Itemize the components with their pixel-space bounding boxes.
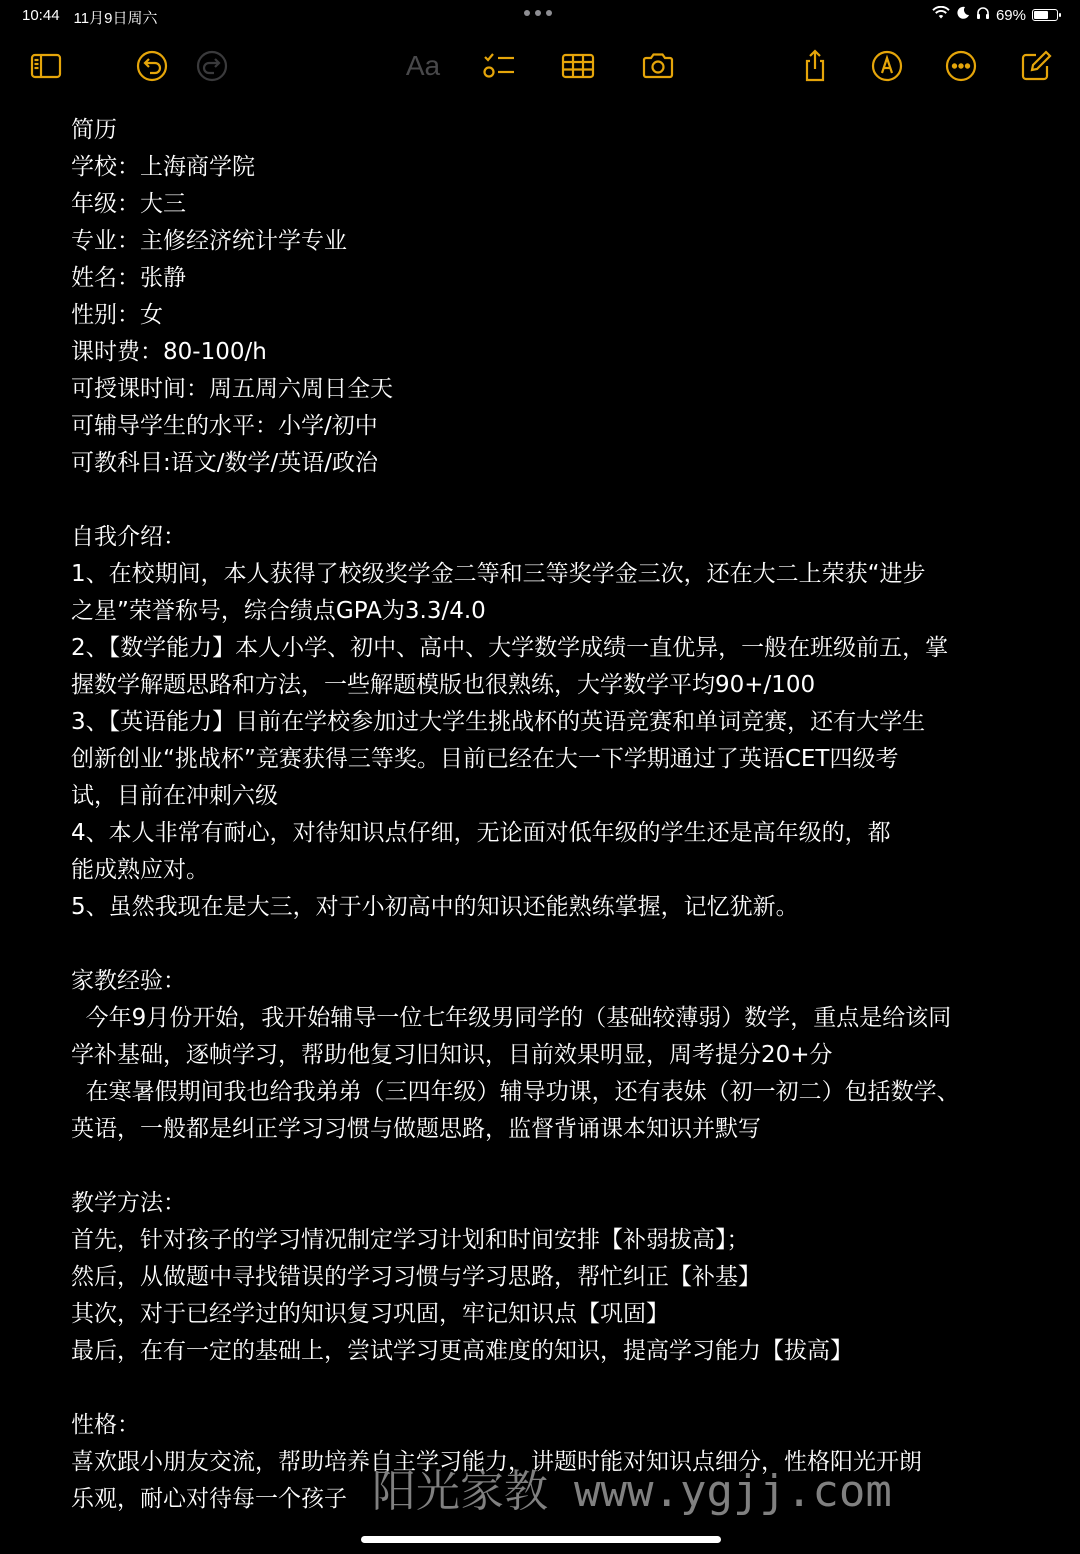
note-line: 喜欢跟小朋友交流，帮助培养自主学习能力，讲题时能对知识点细分，性格阳光开朗 xyxy=(71,1449,922,1475)
status-bar xyxy=(0,0,1080,32)
format-text-icon[interactable]: Aa xyxy=(405,50,441,81)
note-line: 姓名：张静 xyxy=(71,265,186,291)
note-line: 可辅导学生的水平：小学/初中 xyxy=(71,413,378,439)
note-line: 性格： xyxy=(71,1412,140,1438)
battery-percent: 69% xyxy=(995,6,1026,24)
note-line: 2、【数学能力】本人小学、初中、高中、大学数学成绩一直优异，一般在班级前五，掌 xyxy=(71,635,949,661)
note-line: 专业：主修经济统计学专业 xyxy=(71,228,347,254)
note-line: 性别：女 xyxy=(71,302,163,328)
share-icon[interactable] xyxy=(795,46,835,86)
note-line: 教学方法： xyxy=(71,1190,186,1216)
note-line: 家教经验： xyxy=(71,968,186,994)
note-line: 可教科目:语文/数学/英语/政治 xyxy=(71,450,378,476)
note-line: 3、【英语能力】目前在学校参加过大学生挑战杯的英语竞赛和单词竞赛，还有大学生 xyxy=(71,709,926,735)
note-line: 学补基础，逐帧学习，帮助他复习旧知识，目前效果明显，周考提分20+分 xyxy=(71,1042,833,1068)
note-line: 1、在校期间，本人获得了校级奖学金二等和三等奖学金三次，还在大二上荣获“进步 xyxy=(71,561,926,587)
undo-icon[interactable] xyxy=(132,46,172,86)
note-line: 英语，一般都是纠正学习习惯与做题思路，监督背诵课本知识并默写 xyxy=(71,1116,761,1142)
note-line: 可授课时间：周五周六周日全天 xyxy=(71,376,393,402)
note-line: 然后，从做题中寻找错误的学习习惯与学习思路，帮忙纠正【补基】 xyxy=(71,1264,761,1290)
note-line: 其次，对于已经学过的知识复习巩固，牢记知识点【巩固】 xyxy=(71,1301,669,1327)
status-right xyxy=(932,6,1058,24)
status-left xyxy=(22,7,157,28)
note-line: 最后，在有一定的基础上，尝试学习更高难度的知识，提高学习能力【拔高】 xyxy=(71,1338,853,1364)
note-line: 今年9月份开始，我开始辅导一位七年级男同学的（基础较薄弱）数学，重点是给该同 xyxy=(71,1005,952,1031)
moon-icon xyxy=(956,6,970,24)
note-line: 之星”荣誉称号，综合绩点GPA为3.3/4.0 xyxy=(71,598,486,624)
markup-icon[interactable] xyxy=(867,46,907,86)
status-time: 10:44 xyxy=(22,7,60,24)
headphones-icon xyxy=(976,6,990,24)
note-line: 课时费：80-100/h xyxy=(71,339,267,365)
note-blank-line xyxy=(71,926,1021,963)
note-line: 首先，针对孩子的学习情况制定学习计划和时间安排【补弱拔高】； xyxy=(71,1227,750,1253)
note-line: 4、本人非常有耐心，对待知识点仔细，无论面对低年级的学生还是高年级的，都 xyxy=(71,820,891,846)
home-indicator[interactable] xyxy=(361,1536,721,1543)
note-line: 5、虽然我现在是大三，对于小初高中的知识还能熟练掌握，记忆犹新。 xyxy=(71,894,799,920)
note-blank-line xyxy=(71,1148,1021,1185)
note-line: 自我介绍： xyxy=(71,524,186,550)
note-line: 年级：大三 xyxy=(71,191,186,217)
redo-icon[interactable] xyxy=(192,46,232,86)
compose-icon[interactable] xyxy=(1016,46,1056,86)
note-line: 试，目前在冲刺六级 xyxy=(71,783,278,809)
battery-icon xyxy=(1032,9,1058,21)
camera-icon[interactable] xyxy=(638,46,678,86)
table-icon[interactable] xyxy=(558,46,598,86)
multitasking-dots-icon[interactable] xyxy=(524,10,552,16)
note-line: 在寒暑假期间我也给我弟弟（三四年级）辅导功课，还有表妹（初一初二）包括数学、 xyxy=(71,1079,960,1105)
note-line: 能成熟应对。 xyxy=(71,857,209,883)
watermark xyxy=(372,1462,892,1522)
status-date: 11月9日周六 xyxy=(73,10,158,27)
wifi-icon xyxy=(932,6,950,24)
sidebar-icon[interactable] xyxy=(26,46,66,86)
note-blank-line xyxy=(71,482,1021,519)
watermark-url: www.ygjj.com xyxy=(574,1466,892,1517)
note-body[interactable] xyxy=(71,112,1021,1518)
note-blank-line xyxy=(71,1370,1021,1407)
checklist-icon[interactable] xyxy=(479,46,519,86)
note-title: 简历 xyxy=(71,117,117,143)
notes-toolbar xyxy=(0,40,1080,92)
note-line: 乐观，耐心对待每一个孩子 xyxy=(71,1486,347,1512)
watermark-brand: 阳光家教 xyxy=(372,1466,548,1517)
note-line: 握数学解题思路和方法，一些解题模版也很熟练，大学数学平均90+/100 xyxy=(71,672,816,698)
note-line: 学校：上海商学院 xyxy=(71,154,255,180)
more-icon[interactable] xyxy=(941,46,981,86)
note-line: 创新创业“挑战杯”竞赛获得三等奖。目前已经在大一下学期通过了英语CET四级考 xyxy=(71,746,899,772)
